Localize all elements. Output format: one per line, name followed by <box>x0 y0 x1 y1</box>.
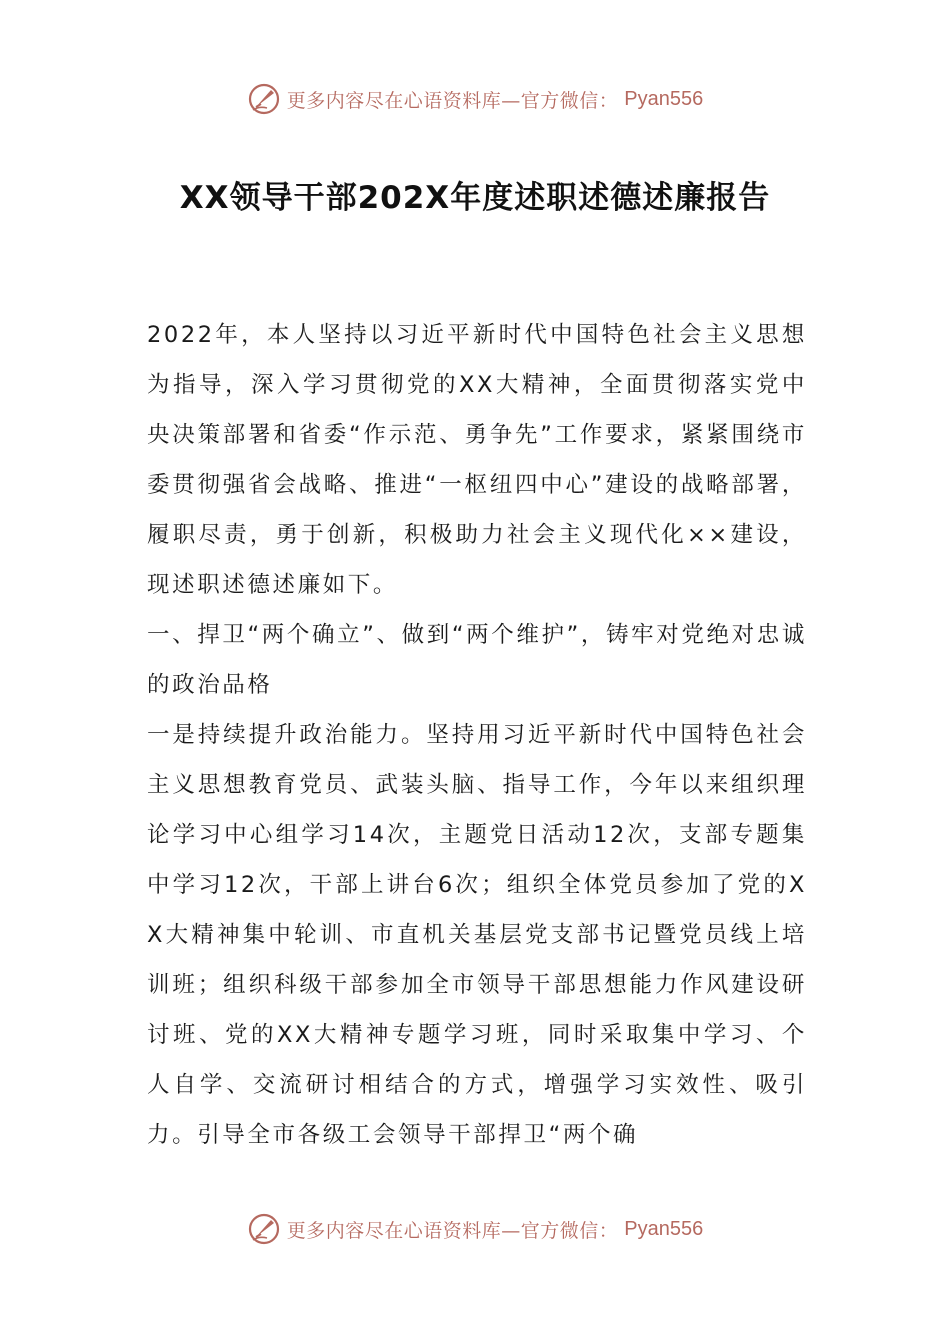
paragraph-political-ability: 一是持续提升政治能力。坚持用习近平新时代中国特色社会主义思想教育党员、武装头脑、指导工作，今年以来组织理论学习中心组学习14次，主题党日活动12次，支部专题集中学习12次，干部上讲台6次；组织全体党员参加了党的XX大精神集中轮训、市直机关基层党支部书记暨党员线上培训班；组织科级干部参加全市领导干部思想能力作风建设研讨班、党的XX大精神专题学习班，同时采取集中学习、个人自学、交流研讨相结合的方式，增强学习实效性、吸引力。引导全市各级工会领导干部捍卫“两个确 <box>147 722 807 1148</box>
quill-logo-icon <box>247 82 281 116</box>
watermark-text: 更多内容尽在心语资料库—官方微信： <box>286 89 619 112</box>
section-heading-1: 一、捍卫“两个确立”、做到“两个维护”，铸牢对党绝对忠诚的政治品格 <box>147 622 807 698</box>
document-title: XX领导干部202X年度述职述德述廉报告 <box>179 180 771 216</box>
watermark-wechat-id: Pyan556 <box>624 87 704 110</box>
document-body <box>147 310 807 1160</box>
footer-watermark <box>0 1212 950 1246</box>
quill-logo-icon <box>247 1212 281 1246</box>
header-watermark <box>0 82 950 116</box>
paragraph-intro: 2022年，本人坚持以习近平新时代中国特色社会主义思想为指导，深入学习贯彻党的XX大精神，全面贯彻落实党中央决策部署和省委“作示范、勇争先”工作要求，紧紧围绕市委贯彻强省会战略、推进“一枢纽四中心”建设的战略部署，履职尽责，勇于创新，积极助力社会主义现代化××建设，现述职述德述廉如下。 <box>147 322 807 598</box>
watermark-text: 更多内容尽在心语资料库—官方微信： <box>286 1219 619 1242</box>
watermark-wechat-id: Pyan556 <box>624 1217 704 1240</box>
